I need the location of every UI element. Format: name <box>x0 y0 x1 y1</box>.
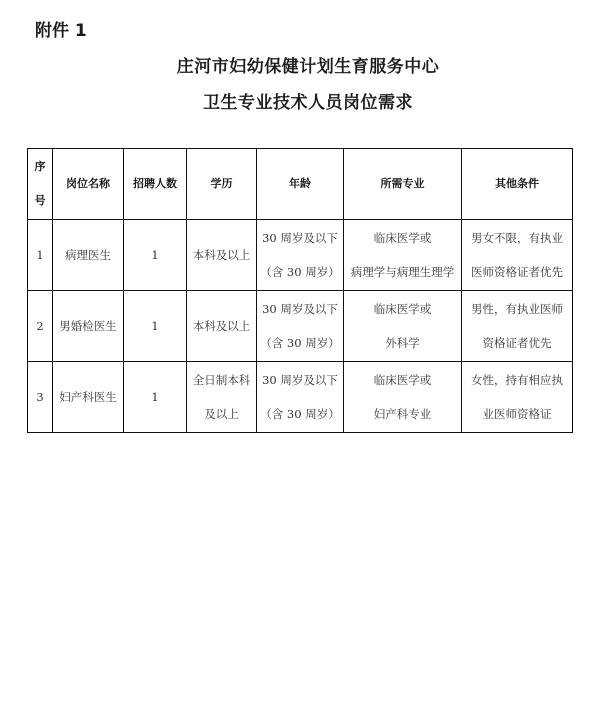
cell-education <box>187 291 257 362</box>
cell-position: 病理医生 <box>53 220 124 291</box>
other-line1: 女性，持有相应执 <box>471 373 563 387</box>
education-line1: 本科及以上 <box>192 248 251 262</box>
age-line1: 30 周岁及以下 <box>262 231 338 245</box>
other-line2: 业医师资格证 <box>482 407 552 421</box>
header-seq-line1: 序 <box>34 160 46 173</box>
major-line1: 临床医学或 <box>373 373 432 387</box>
major-line2: 病理学与病理生理学 <box>350 265 455 279</box>
cell-age <box>257 220 344 291</box>
age-line1: 30 周岁及以下 <box>262 302 338 316</box>
header-seq-line2: 号 <box>34 194 46 207</box>
cell-education <box>187 220 257 291</box>
table-row <box>28 220 573 291</box>
cell-age <box>257 291 344 362</box>
cell-count: 1 <box>124 220 187 291</box>
cell-other <box>462 291 573 362</box>
document-title-line1: 庄河市妇幼保健计划生育服务中心 <box>176 57 440 77</box>
table-row <box>28 291 573 362</box>
education-line2: 及以上 <box>204 407 239 421</box>
position-requirements-table <box>27 148 573 433</box>
cell-other <box>462 220 573 291</box>
cell-seq: 1 <box>28 220 53 291</box>
education-line1: 本科及以上 <box>192 319 251 333</box>
cell-major <box>344 291 462 362</box>
cell-position: 妇产科医生 <box>53 362 124 433</box>
cell-seq: 2 <box>28 291 53 362</box>
other-line2: 医师资格证者优先 <box>471 265 563 279</box>
header-other: 其他条件 <box>462 149 573 220</box>
cell-count: 1 <box>124 362 187 433</box>
cell-count: 1 <box>124 291 187 362</box>
cell-education <box>187 362 257 433</box>
document-title-line2: 卫生专业技术人员岗位需求 <box>203 93 413 113</box>
age-line2: （含 30 周岁） <box>260 336 340 350</box>
cell-seq: 3 <box>28 362 53 433</box>
major-line2: 外科学 <box>385 336 420 350</box>
major-line2: 妇产科专业 <box>373 407 432 421</box>
cell-major <box>344 220 462 291</box>
age-line2: （含 30 周岁） <box>260 265 340 279</box>
other-line2: 资格证者优先 <box>482 336 552 350</box>
header-major: 所需专业 <box>344 149 462 220</box>
header-age: 年龄 <box>257 149 344 220</box>
header-seq <box>28 149 53 220</box>
attachment-label: 附件 1 <box>35 21 87 41</box>
age-line2: （含 30 周岁） <box>260 407 340 421</box>
other-line1: 男性，有执业医师 <box>471 302 563 316</box>
major-line1: 临床医学或 <box>373 302 432 316</box>
cell-major <box>344 362 462 433</box>
age-line1: 30 周岁及以下 <box>262 373 338 387</box>
header-position: 岗位名称 <box>53 149 124 220</box>
major-line1: 临床医学或 <box>373 231 432 245</box>
cell-other <box>462 362 573 433</box>
table-header-row <box>28 149 573 220</box>
cell-age <box>257 362 344 433</box>
table-row <box>28 362 573 433</box>
header-count: 招聘人数 <box>124 149 187 220</box>
header-education: 学历 <box>187 149 257 220</box>
other-line1: 男女不限，有执业 <box>471 231 563 245</box>
education-line1: 全日制本科 <box>192 373 251 387</box>
cell-position: 男婚检医生 <box>53 291 124 362</box>
